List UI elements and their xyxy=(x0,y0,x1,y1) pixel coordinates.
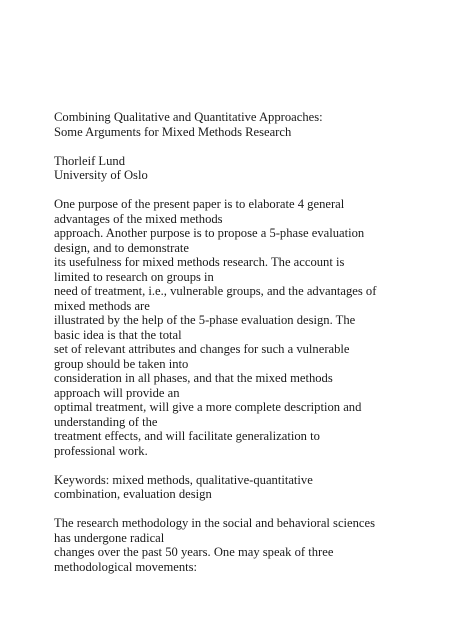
abstract-line: understanding of the xyxy=(54,414,158,429)
title-line-1: Combining Qualitative and Quantitative Approaches: xyxy=(54,110,323,124)
abstract-line: group should be taken into xyxy=(54,356,189,371)
paragraph-gap xyxy=(54,502,444,517)
keywords-line: Keywords: mixed methods, qualitative-quantitative xyxy=(54,472,313,487)
abstract-line: optimal treatment, will give a more complete description and xyxy=(54,400,362,414)
abstract-line: illustrated by the help of the 5-phase evaluation design. The xyxy=(54,313,356,327)
body-line: methodological movements: xyxy=(54,559,198,574)
paragraph-gap xyxy=(54,458,444,473)
abstract-line: approach. Another purpose is to propose a 5-phase evaluation xyxy=(54,226,365,240)
abstract-line: treatment effects, and will facilitate generalization to xyxy=(54,429,320,443)
abstract-line: need of treatment, i.e., vulnerable groups, and the advantages of xyxy=(54,284,377,298)
abstract-line: mixed methods are xyxy=(54,298,150,313)
abstract-line: its usefulness for mixed methods research. The account is xyxy=(54,255,345,269)
body-line: changes over the past 50 years. One may speak of three xyxy=(54,545,334,559)
document-body xyxy=(54,110,444,574)
body-line: has undergone radical xyxy=(54,530,165,545)
body-line: The research methodology in the social and behavioral sciences xyxy=(54,516,376,530)
keywords-line: combination, evaluation design xyxy=(54,487,212,501)
abstract-line: advantages of the mixed methods xyxy=(54,211,223,226)
paragraph-gap xyxy=(54,183,444,198)
paragraph-gap xyxy=(54,139,444,154)
abstract-line: limited to research on groups in xyxy=(54,269,214,284)
title-line-2: Some Arguments for Mixed Methods Research xyxy=(54,124,292,139)
abstract-line: professional work. xyxy=(54,443,148,458)
author-name: Thorleif Lund xyxy=(54,153,125,168)
abstract-line: consideration in all phases, and that the mixed methods xyxy=(54,371,333,385)
abstract-line: design, and to demonstrate xyxy=(54,240,190,255)
abstract-line: set of relevant attributes and changes for such a vulnerable xyxy=(54,342,350,356)
abstract-line: basic idea is that the total xyxy=(54,327,182,342)
abstract-line: approach will provide an xyxy=(54,385,180,400)
author-affiliation: University of Oslo xyxy=(54,168,148,182)
abstract-line: One purpose of the present paper is to elaborate 4 general xyxy=(54,197,345,211)
